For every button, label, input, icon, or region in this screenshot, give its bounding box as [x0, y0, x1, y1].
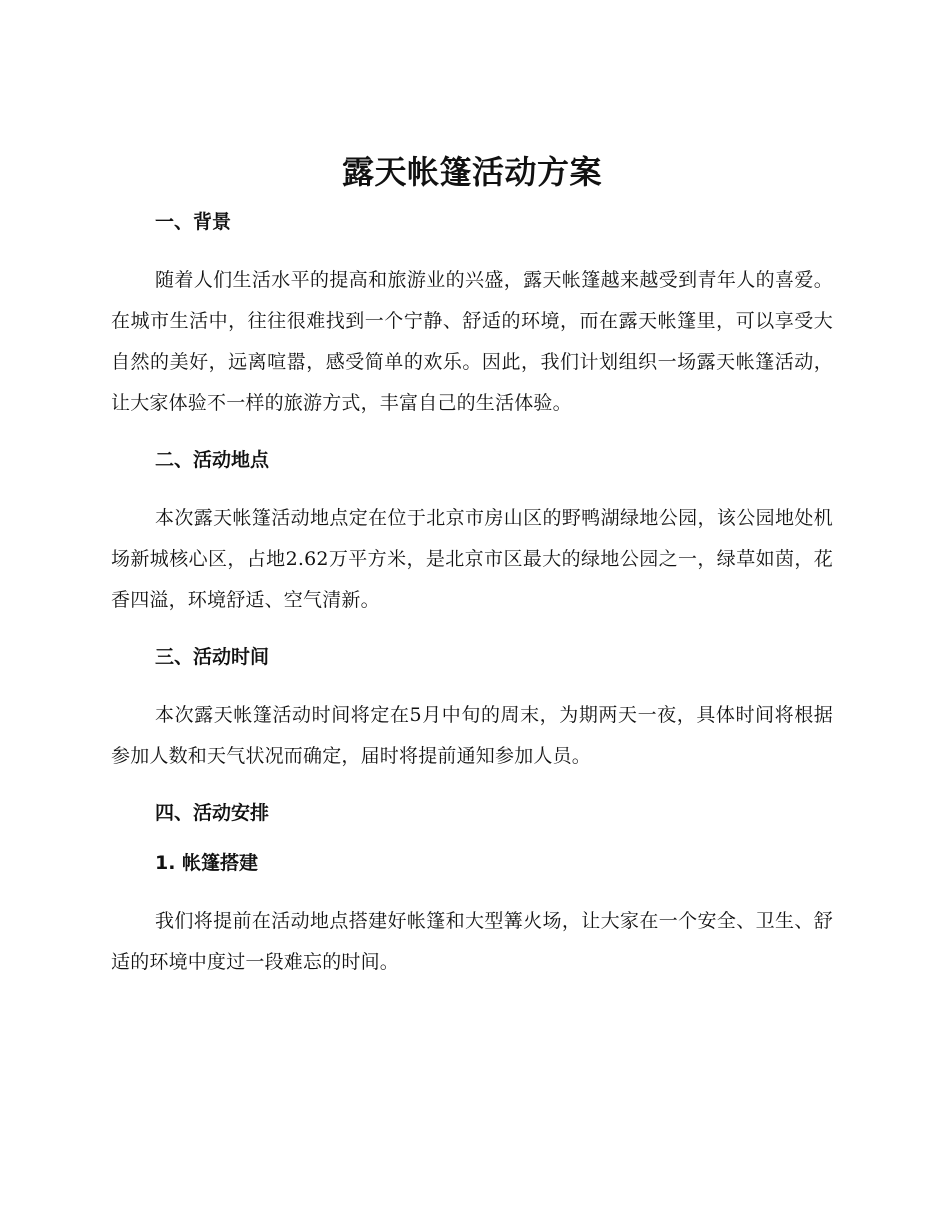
subsection-heading-tent-setup: 1. 帐篷搭建: [155, 852, 259, 874]
subsection-paragraph-tent-setup: 我们将提前在活动地点搭建好帐篷和大型篝火场，让大家在一个安全、卫生、舒适的环境中度过一段难忘的时间。: [111, 910, 833, 973]
document-page: [111, 150, 833, 983]
section-heading-time: 三、活动时间: [155, 646, 270, 668]
section-paragraph-location: 本次露天帐篷活动地点定在位于北京市房山区的野鸭湖绿地公园，该公园地处机场新城核心区，占地2.62万平方米，是北京市区最大的绿地公园之一，绿草如茵，花香四溢，环境舒适、空气清新。: [111, 507, 833, 611]
section-heading-background: 一、背景: [155, 211, 232, 233]
section-paragraph-time: 本次露天帐篷活动时间将定在5月中旬的周末，为期两天一夜，具体时间将根据参加人数和天气状况而确定，届时将提前通知参加人员。: [111, 704, 833, 767]
section-paragraph-background: 随着人们生活水平的提高和旅游业的兴盛，露天帐篷越来越受到青年人的喜爱。在城市生活中，往往很难找到一个宁静、舒适的环境，而在露天帐篷里，可以享受大自然的美好，远离喧嚣，感受简单的欢乐。因此，我们计划组织一场露天帐篷活动，让大家体验不一样的旅游方式，丰富自己的生活体验。: [111, 269, 833, 414]
document-title: 露天帐篷活动方案: [341, 153, 602, 191]
section-heading-arrangement: 四、活动安排: [155, 802, 270, 824]
section-heading-location: 二、活动地点: [155, 449, 270, 471]
